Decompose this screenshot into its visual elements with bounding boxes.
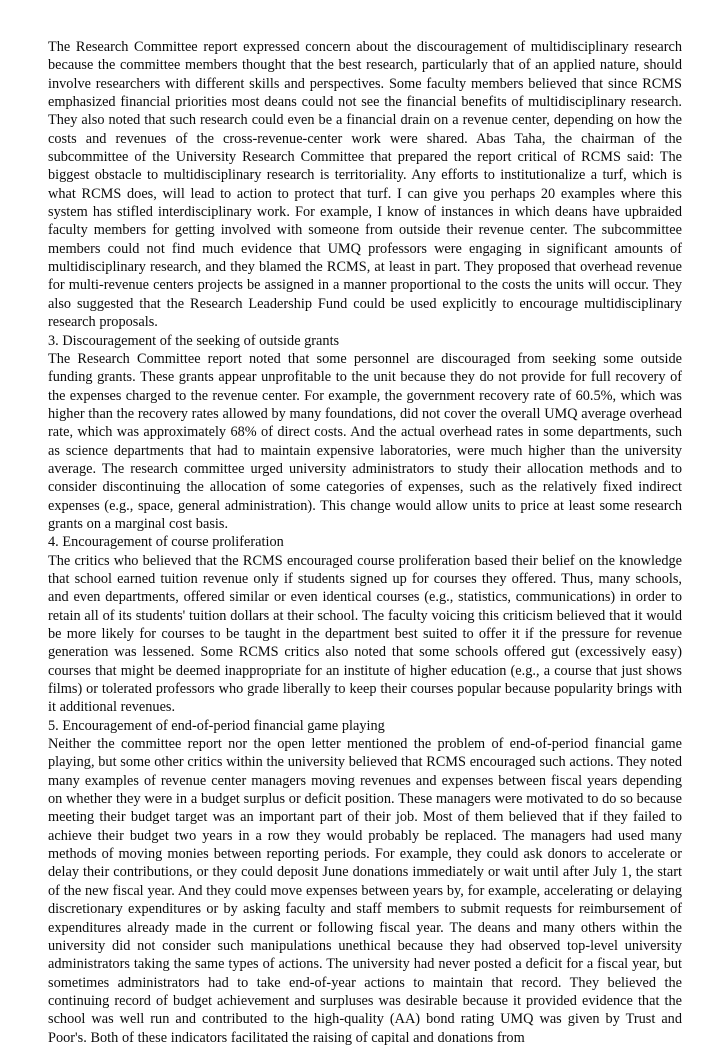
heading-5-end-of-period-game-playing: 5. Encouragement of end-of-period financial game playing (48, 717, 385, 734)
paragraph-outside-grants: The Research Committee report noted that some personnel are discouraged from seeking some outside funding grants. These grants appear unprofitable to the unit because they do not provide for full recovery of the expenses charged to the revenue center. For example, the government recovery rate of 60.5%, which was higher than the recovery rates allowed by many foundations, did not cover the overall UMQ average overhead rate, which was approximately 68% of direct costs. And the actual overhead rates in some departments, such as science departments that had to maintain expensive laboratories, were much higher than the university average. The research committee urged university administrators to study their allocation methods and to consider discontinuing the allocation of some categories of expenses, such as the relatively fixed indirect expenses (e.g., space, general administration). This change would allow units to price at least some research grants on a marginal cost basis. (48, 350, 682, 532)
heading-4-course-proliferation: 4. Encouragement of course proliferation (48, 534, 284, 551)
paragraph-end-of-period-game-playing: Neither the committee report nor the open letter mentioned the problem of end-of-period financial game playing, but some other critics within the university believed that RCMS encouraged such actions. They noted many examples of revenue center managers moving revenues and expenses between fiscal years depending on whether they were in a budget surplus or deficit position. These managers were motivated to do so because meeting their budget target was an important part of their job. Most of them believed that if they failed to achieve their budget two years in a row they would probably be replaced. The managers had used many methods of moving monies between reporting periods. For example, they could ask donors to accelerate or delay their contributions, or they could deposit June donations immediately or wait until after July 1, the start of the new fiscal year. And they could move expenses between years by, for example, accelerating or delaying discretionary expenditures or by asking faculty and staff members to submit requests for reimbursement of expenditures already made in the current or following fiscal year. The deans and many others within the university did not consider such manipulations unethical because they had observed top-level university administrators taking the same types of actions. The university had never posted a deficit for a fiscal year, but sometimes administrators had to take end-of-year actions to maintain that record. They believed the continuing record of budget achievement and surpluses was desirable because it provided evidence that the school was well run and contributed to the high-quality (AA) bond rating UMQ was given by Trust and Poor's. Both of these indicators facilitated the raising of capital and donations from (48, 736, 682, 1046)
paragraph-course-proliferation: The critics who believed that the RCMS encouraged course proliferation based their belief on the knowledge that school earned tuition revenue only if students signed up for courses they offered. Thus, many schools, and even departments, offered similar or even identical courses (e.g., statistics, communications) in order to retain all of its students' tuition dollars at their school. The faculty voicing this criticism believed that it would be more likely for courses to be taught in the department best suited to offer it if the pressure for revenue generation was lessened. Some RCMS critics also noted that some schools offered gut (excessively easy) courses that might be deemed inappropriate for an institute of higher education (e.g., a course that just shows films) or tolerated professors who grade liberally to keep their courses popular because popularity brings with it additional revenues. (48, 552, 682, 716)
heading-3-outside-grants: 3. Discouragement of the seeking of outside grants (48, 332, 340, 349)
paragraph-multidisciplinary-research: The Research Committee report expressed concern about the discouragement of multidisciplinary research because the committee members thought that the best research, particularly that of an applied nature, should involve researchers with different skills and perspectives. Some faculty members believed that since RCMS emphasized financial priorities most deans could not see the financial benefits of multidisciplinary research. They also noted that such research could even be a financial drain on a revenue center, depending on how the costs and revenues of the cross-revenue-center work were shared. Abas Taha, the chairman of the subcommittee of the University Research Committee that prepared the report critical of RCMS said: The biggest obstacle to multidisciplinary research is territoriality. Any efforts to institutionalize a turf, which is what RCMS does, will lead to action to protect that turf. I can give you perhaps 20 examples where this system has stifled interdisciplinary work. For example, I know of instances in which deans have upbraided faculty members for getting involved with someone from outside their revenue center. The subcommittee members could not find much evidence that UMQ professors were engaging in significant amounts of multidisciplinary research, and they blamed the RCMS, at least in part. They proposed that overhead revenue for multi-revenue centers projects be assigned in a manner proportional to the costs the units will occur. They also suggested that the Research Leadership Fund could be used explicitly to encourage multidisciplinary research proposals. (48, 39, 682, 331)
text-column (48, 38, 682, 1047)
